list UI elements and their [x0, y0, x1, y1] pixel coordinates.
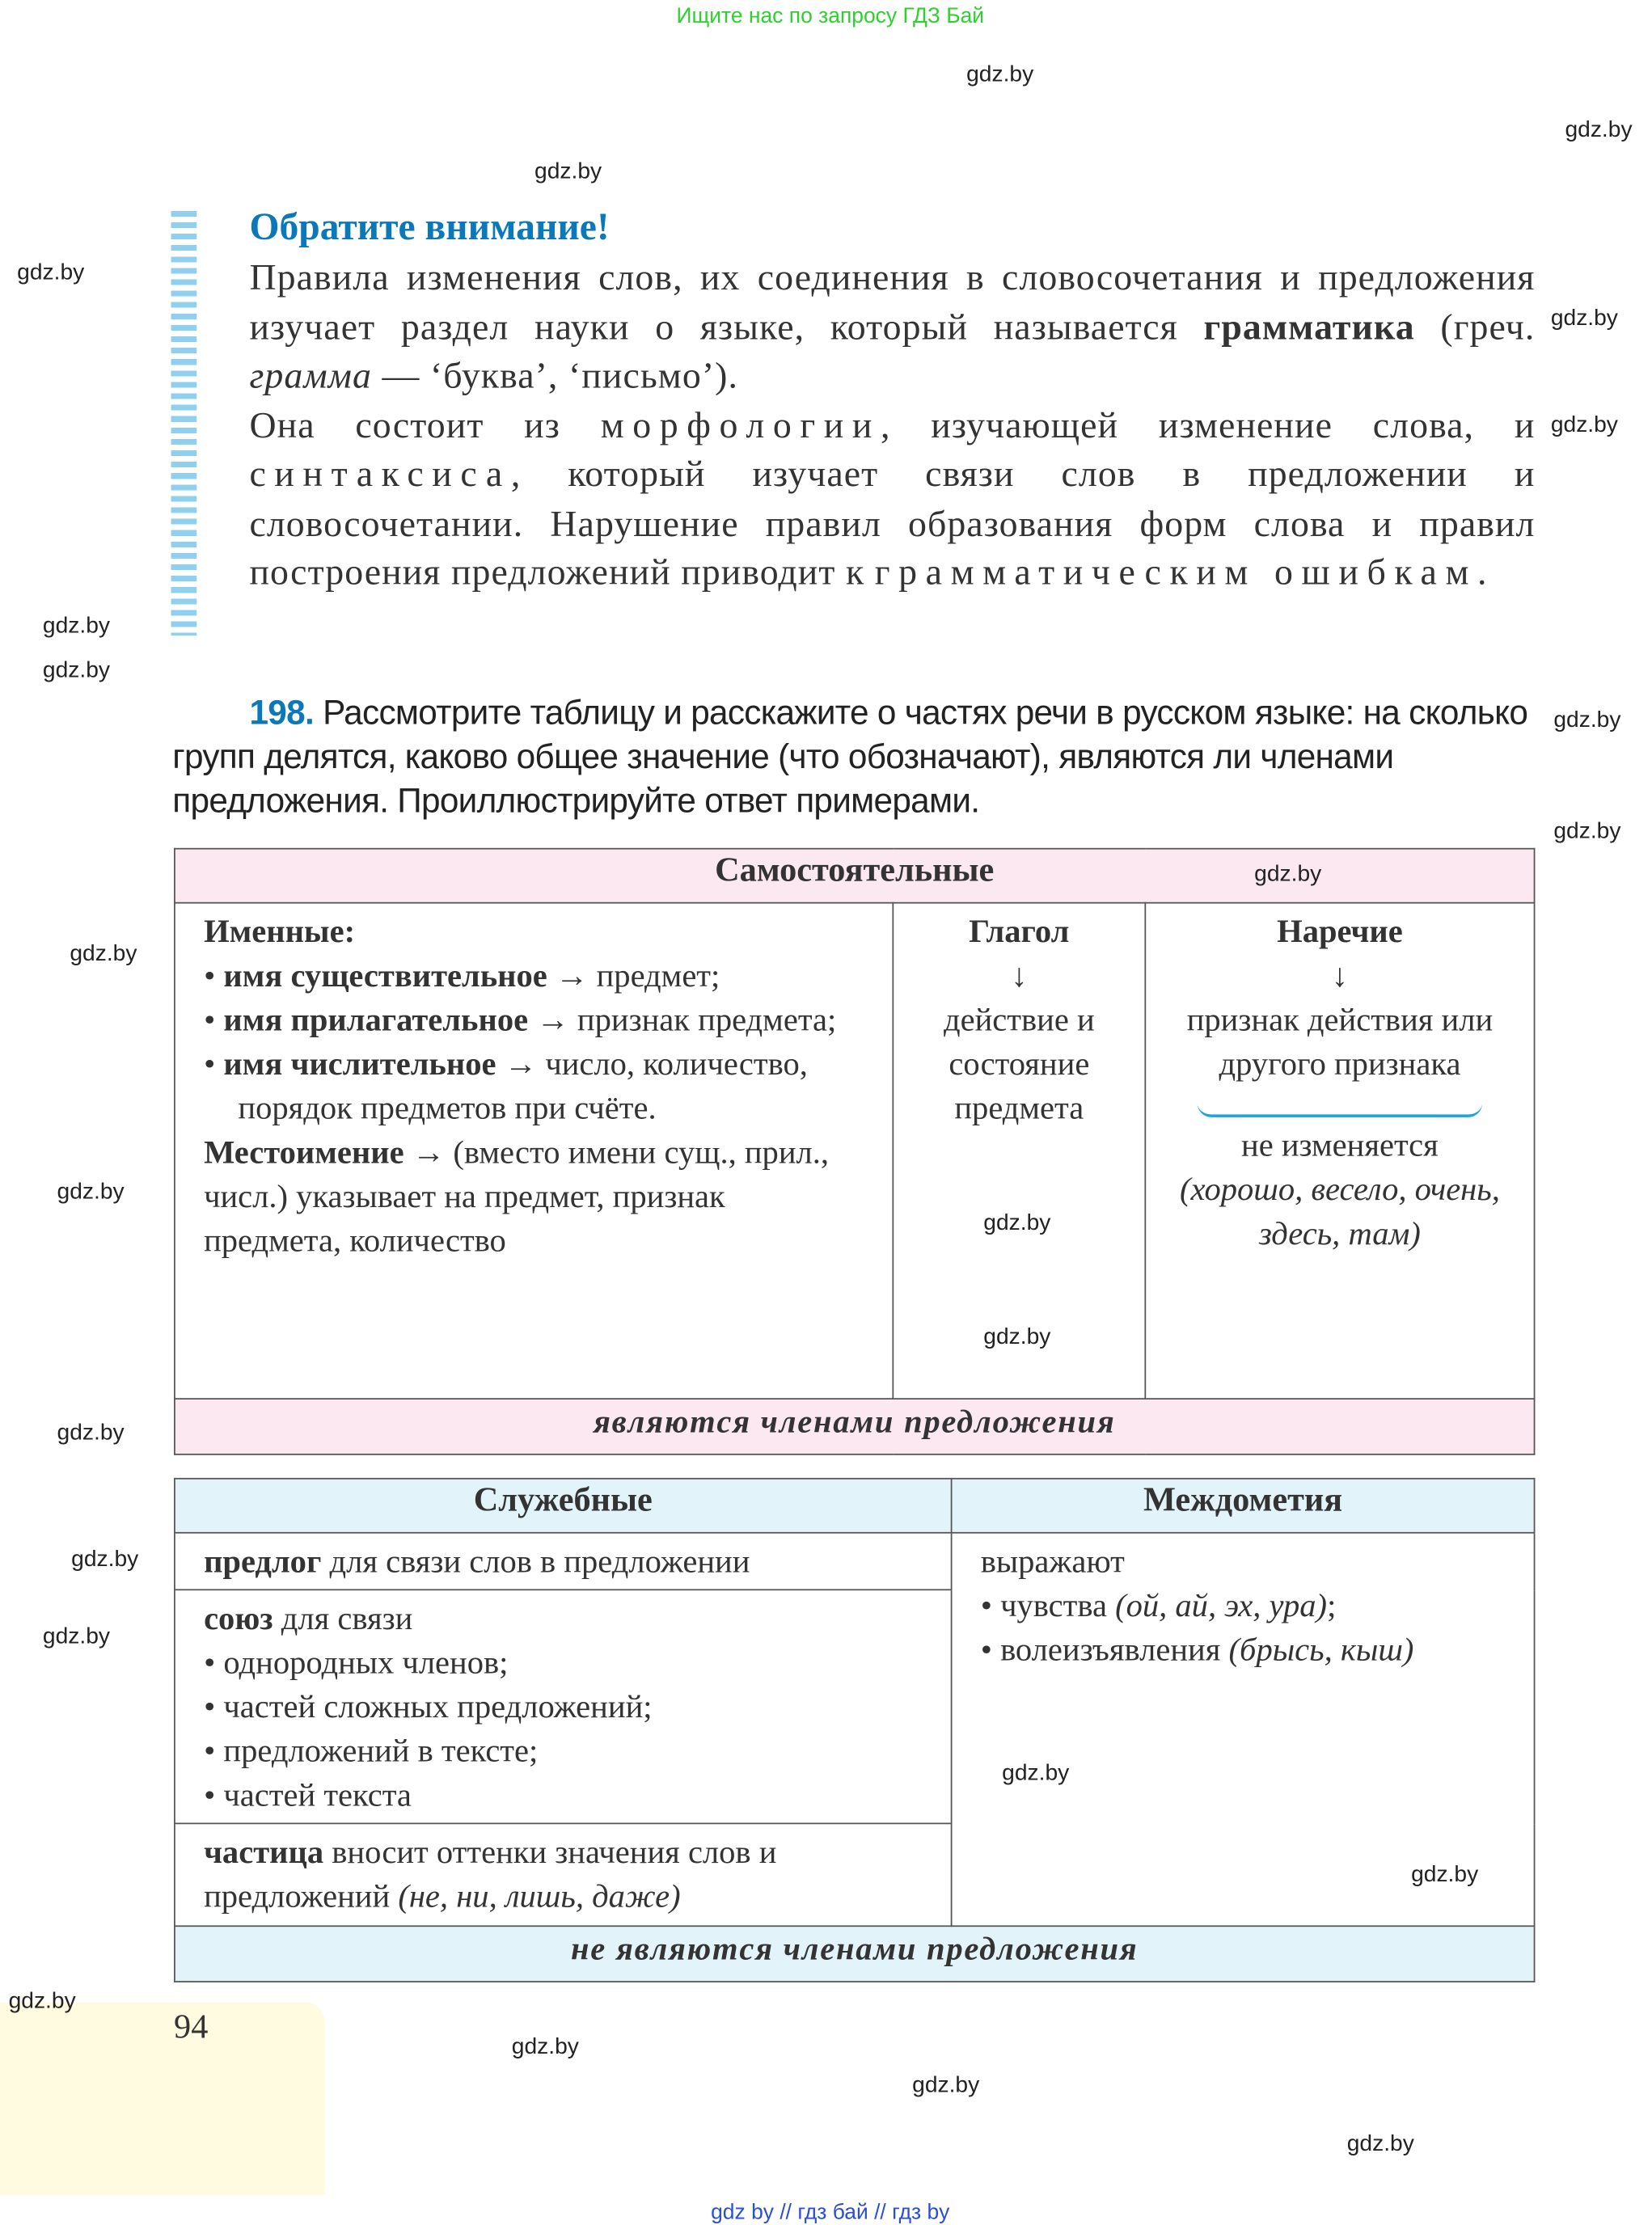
independent-parts-table [174, 848, 1535, 1455]
arrow-down-icon: ↓ [1331, 957, 1349, 994]
item-bold: союз [204, 1600, 273, 1636]
watermark: gdz.by [912, 2073, 980, 2098]
conjunction-cell [175, 1590, 952, 1823]
watermark: gdz.by [1565, 118, 1633, 143]
watermark: gdz.by [8, 1989, 76, 2014]
watermark: gdz.by [966, 62, 1034, 87]
watermark: gdz.by [1550, 413, 1618, 438]
item-bold: Местоимение [204, 1134, 404, 1171]
note-text [249, 254, 1535, 598]
table1-footer: являются членами предложения [175, 1399, 1535, 1454]
nominal-title: Именные: [204, 913, 356, 949]
item-text: • волеизъявления [980, 1632, 1229, 1668]
page-number: 94 [174, 2009, 209, 2047]
preposition-cell [175, 1533, 952, 1590]
adverb-meaning: признак действия или другого признака [1186, 1002, 1494, 1082]
watermark: gdz.by [511, 2035, 579, 2060]
watermark: gdz.by [1254, 862, 1322, 887]
noun-item: • имя существительное → предмет; [204, 957, 720, 994]
verb-meaning: действие и состояние предмета [943, 1002, 1095, 1126]
exercise-198 [172, 691, 1535, 824]
verb-cell [893, 903, 1145, 1399]
item-bold: имя существительное [223, 957, 547, 994]
table2-footer: не являются членами предложения [175, 1926, 1535, 1982]
watermark: gdz.by [42, 658, 110, 683]
note-decoration-bar [171, 211, 197, 635]
note-text-part: , изучающей изменение слова, и [880, 403, 1536, 445]
table1-header: Самостоятельные [175, 849, 1535, 903]
item-text: для связи [273, 1600, 413, 1636]
term-morphology: морфологии [600, 403, 881, 445]
watermark: gdz.by [983, 1211, 1051, 1236]
note-text-part: , который изучает связи слов в предложении и словосочетании. Нарушение правил образования форм слова и правил построения предложений приводит к [249, 453, 1536, 593]
note-title: Обратите внимание! [249, 205, 610, 248]
watermark: gdz.by [1346, 2131, 1414, 2156]
watermark: gdz.by [57, 1421, 125, 1446]
page-corner-decoration [0, 2003, 325, 2195]
item-text: → (вместо имени сущ., прил., числ.) указывает на предмет, признак предмета, количество [204, 1134, 830, 1259]
note-text-part: (греч. [1414, 306, 1536, 348]
watermark: gdz.by [42, 614, 110, 639]
item-text: • чувства [980, 1587, 1116, 1623]
item-text: → число, количество, порядок предметов при счёте. [238, 1045, 808, 1126]
function-words-table [174, 1478, 1535, 1982]
watermark: gdz.by [1553, 708, 1621, 733]
term-syntax: синтаксиса [249, 453, 511, 495]
item-text: ; [1327, 1587, 1337, 1623]
numeral-item: • имя числительное → число, количество, порядок предметов при счёте. [204, 1045, 808, 1126]
interjection-intro: выражают [980, 1543, 1125, 1580]
particle-cell [175, 1823, 952, 1926]
adverb-title: Наречие [1277, 913, 1403, 949]
adverb-examples: (хорошо, весело, очень, здесь, там) [1179, 1171, 1500, 1252]
watermark: gdz.by [71, 1547, 139, 1573]
watermark: gdz.by [983, 1325, 1051, 1350]
item-text: → признак предмета; [528, 1002, 837, 1038]
list-item: • однородных членов; [204, 1644, 509, 1681]
brace-icon [1198, 1095, 1483, 1117]
item-text: вносит оттенки значения слов и предложений [204, 1834, 777, 1915]
watermark: gdz.by [1002, 1761, 1070, 1786]
item-text: → предмет; [547, 957, 720, 994]
function-words-header: Служебные [175, 1479, 952, 1533]
pronoun-item [204, 1130, 864, 1263]
exercise-number: 198. [249, 694, 315, 733]
note-text-part: Она состоит из [249, 403, 601, 445]
arrow-down-icon: ↓ [1011, 957, 1028, 994]
item-text: для связи слов в предложении [321, 1543, 750, 1580]
watermark: gdz.by [17, 260, 85, 285]
note-text-part: — ‘буква’, ‘письмо’). [371, 354, 738, 397]
item-examples: (ой, ай, эх, ура) [1115, 1587, 1328, 1623]
watermark: gdz.by [534, 159, 602, 184]
note-text-part: Правила изменения слов, их соединения в словосочетания и предложения изучает раздел науки о языке, который называется [249, 256, 1536, 348]
watermark: gdz.by [1550, 306, 1618, 331]
list-item: • частей сложных предложений; [204, 1688, 653, 1725]
term-gramma: грамма [249, 354, 372, 397]
item-bold: имя числительное [223, 1045, 496, 1082]
item-examples: (брысь, кыш) [1228, 1632, 1414, 1668]
adverb-note: не изменяется [1241, 1127, 1439, 1163]
interjections-header: Междометия [952, 1479, 1535, 1533]
footer-links[interactable]: gdz by // гдз бай // гдз by [711, 2200, 950, 2225]
item-bold: частица [204, 1834, 324, 1870]
watermark: gdz.by [42, 1624, 110, 1649]
watermark: gdz.by [1553, 819, 1621, 844]
watermark: gdz.by [57, 1180, 125, 1205]
list-item: • частей текста [204, 1777, 412, 1813]
nominal-cell [175, 903, 893, 1399]
item-examples: (не, ни, лишь, даже) [398, 1878, 681, 1915]
term-grammar-errors: грамматическим ошибкам [874, 551, 1478, 593]
item-bold: предлог [204, 1543, 322, 1580]
note-text-part: . [1477, 551, 1488, 593]
exercise-text: Рассмотрите таблицу и расскажите о частях речи в русском языке: на сколько групп делятся, каково общее значение (что обозначают), являются ли членами предложения. Проиллюстрируйте ответ примерами. [172, 694, 1528, 821]
item-bold: имя прилагательное [223, 1002, 529, 1038]
adjective-item: • имя прилагательное → признак предмета; [204, 1002, 837, 1038]
watermark: gdz.by [70, 942, 137, 967]
adverb-cell [1145, 903, 1534, 1399]
list-item: • предложений в тексте; [204, 1733, 539, 1769]
search-banner[interactable]: Ищите нас по запросу ГДЗ Бай [676, 4, 985, 29]
verb-title: Глагол [969, 913, 1070, 949]
watermark: gdz.by [1411, 1862, 1479, 1887]
term-grammar: грамматика [1203, 306, 1415, 348]
